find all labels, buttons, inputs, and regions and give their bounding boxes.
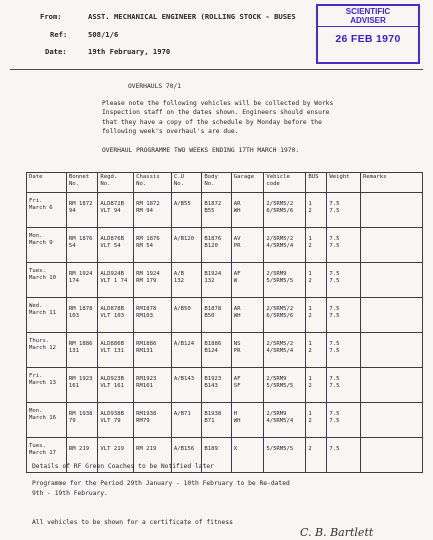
table-cell: [360, 438, 422, 473]
table-cell: [327, 333, 361, 368]
cell-text: Tues.: [29, 268, 46, 274]
cell-text: RM1938: [136, 411, 157, 417]
table-cell: [134, 263, 172, 298]
cell-text: RM 1878: [68, 306, 93, 312]
cell-text: March 6: [29, 205, 53, 212]
cell-text: 174: [68, 278, 80, 285]
cell-text: RM 1886: [68, 341, 93, 347]
header-divider: [10, 69, 423, 70]
cell-text: 2/5RM5/2: [266, 236, 294, 242]
table-cell: [66, 263, 98, 298]
cell-text: 132: [173, 278, 185, 285]
cell-text: 7.5: [329, 271, 340, 277]
cell-text: RM 1876: [68, 236, 93, 242]
cell-text: B124: [204, 348, 218, 355]
table-cell: [231, 333, 264, 368]
table-cell: [360, 228, 422, 263]
column-header-text: No.: [173, 181, 185, 188]
table-row: [27, 403, 423, 438]
cell-text: 7.5: [329, 201, 340, 207]
cell-text: RM1923: [136, 376, 157, 382]
cell-text: 2: [308, 313, 312, 320]
column-header: [171, 173, 201, 193]
cell-text: 7.5: [329, 341, 340, 347]
cell-text: B55: [204, 208, 215, 215]
table-cell: [98, 333, 134, 368]
cell-text: 1: [308, 341, 312, 347]
table-cell: [27, 368, 67, 403]
table-cell: [306, 228, 327, 263]
column-header-text: Remarks: [362, 174, 387, 180]
table-cell: [171, 298, 201, 333]
table-cell: [98, 263, 134, 298]
column-header-text: No.: [68, 181, 80, 188]
cell-text: 2: [308, 446, 312, 452]
cell-text: 5/5RM5/5: [266, 278, 294, 285]
cell-text: 1: [308, 201, 312, 207]
table-cell: [202, 403, 231, 438]
ref-label: Ref:: [50, 30, 68, 39]
intro-line: Inspection staff on the dates shown. Engineers should ensure: [102, 109, 330, 117]
received-stamp: [316, 4, 420, 64]
table-cell: [98, 228, 134, 263]
cell-text: RM103: [136, 313, 153, 320]
ref-value: 508/1/6: [88, 30, 119, 39]
programme-note-line-1: Programme for the Period 29th January - 10th February to be Re-dated: [32, 480, 290, 487]
cell-text: Tues.: [29, 443, 46, 449]
intro-line: that they have a copy of the schedule by Monday before the: [102, 118, 322, 126]
column-header: [231, 173, 264, 193]
cell-text: VLT 103: [100, 313, 124, 320]
cell-text: B1923: [204, 376, 222, 382]
cell-text: A/B50: [173, 306, 191, 312]
cell-text: RM1886: [136, 341, 157, 347]
cell-text: 4/5RM5/4: [266, 348, 294, 355]
cell-text: 7.5: [329, 208, 340, 215]
table-cell: [27, 193, 67, 228]
table-cell: [27, 263, 67, 298]
table-cell: [66, 193, 98, 228]
cell-text: B1878: [204, 306, 222, 312]
intro-line: Please note the following vehicles will be collected by Works: [102, 100, 334, 107]
table-cell: [134, 333, 172, 368]
cell-text: 2/5RM5/2: [266, 306, 294, 312]
table-cell: [231, 298, 264, 333]
cell-text: RM 179: [136, 278, 157, 285]
table-cell: [327, 228, 361, 263]
cell-text: RM161: [136, 383, 153, 390]
cell-text: B1924: [204, 271, 222, 277]
column-header-text: No.: [100, 181, 111, 188]
cell-text: 2: [308, 208, 312, 215]
cell-text: X: [233, 446, 238, 452]
table-cell: [264, 298, 306, 333]
cell-text: RM79: [136, 418, 150, 425]
table-cell: [98, 403, 134, 438]
cell-text: H: [233, 411, 238, 417]
column-header: [134, 173, 172, 193]
cell-text: 79: [68, 418, 76, 425]
cell-text: March 16: [29, 415, 56, 422]
table-cell: [306, 298, 327, 333]
cell-text: 2: [308, 348, 312, 355]
table-cell: [171, 263, 201, 298]
cell-text: RM 1938: [68, 411, 93, 417]
cell-text: 7.5: [329, 383, 340, 390]
cell-text: 1: [308, 271, 312, 277]
table-cell: [327, 298, 361, 333]
table-cell: [231, 438, 264, 473]
table-cell: [171, 333, 201, 368]
cell-text: RM 219: [136, 446, 157, 452]
cell-text: 6/5RM5/6: [266, 208, 294, 215]
cell-text: W: [233, 278, 238, 285]
column-header: [202, 173, 231, 193]
table-cell: [327, 193, 361, 228]
cell-text: Thurs.: [29, 338, 50, 344]
table-cell: [27, 403, 67, 438]
table-cell: [306, 403, 327, 438]
cell-text: 4/5RM5/4: [266, 243, 294, 250]
table-cell: [327, 438, 361, 473]
cell-text: PR: [233, 348, 241, 355]
cell-text: A/B71: [173, 411, 191, 417]
table-cell: [134, 403, 172, 438]
cell-text: Wed.: [29, 303, 43, 309]
cell-text: 6/5RM5/6: [266, 313, 294, 320]
table-cell: [231, 228, 264, 263]
cell-text: VLT 161: [100, 383, 124, 390]
table-cell: [231, 368, 264, 403]
cell-text: B1886: [204, 341, 222, 347]
cell-text: RM 219: [68, 446, 90, 452]
cell-text: 2/5RM9: [266, 271, 287, 277]
table-cell: [360, 403, 422, 438]
column-header-text: Date: [29, 174, 43, 180]
table-cell: [360, 368, 422, 403]
cell-text: RM131: [136, 348, 153, 355]
stamp-line-2: ADVISER: [318, 16, 418, 27]
table-cell: [264, 228, 306, 263]
cell-text: 7.5: [329, 306, 340, 312]
intro-paragraph: [102, 99, 422, 137]
table-cell: [202, 368, 231, 403]
table-cell: [306, 193, 327, 228]
table-cell: [360, 298, 422, 333]
table-cell: [264, 368, 306, 403]
cell-text: March 10: [29, 275, 56, 282]
table-row: [27, 368, 423, 403]
table-row: [27, 333, 423, 368]
table-row: [27, 228, 423, 263]
column-header-text: No.: [136, 181, 147, 188]
date-label: Date:: [45, 47, 67, 56]
table-cell: [264, 438, 306, 473]
cell-text: 4/5RM5/4: [266, 418, 294, 425]
column-header-text: Chassis: [136, 174, 160, 180]
table-cell: [306, 263, 327, 298]
programme-title: OVERHAUL PROGRAMME TWO WEEKS ENDING 17TH MARCH 1970.: [102, 147, 300, 154]
cell-text: 7.5: [329, 243, 340, 250]
cell-text: 2: [308, 418, 312, 425]
column-header-text: No.: [204, 181, 215, 188]
table-header-row: [27, 173, 423, 193]
table-cell: [264, 333, 306, 368]
cell-text: 2: [308, 243, 312, 250]
table-cell: [264, 263, 306, 298]
intro-line: following week's overhaul's are due.: [102, 128, 239, 136]
cell-text: Mon.: [29, 233, 43, 239]
cell-text: A/B55: [173, 201, 191, 207]
cell-text: AR: [233, 201, 241, 207]
cell-text: RM 1872: [68, 201, 93, 207]
cell-text: 7.5: [329, 348, 340, 355]
table-cell: [327, 263, 361, 298]
table-cell: [27, 298, 67, 333]
column-header: [98, 173, 134, 193]
cell-text: PR: [233, 243, 241, 250]
cell-text: 7.5: [329, 313, 340, 320]
table-cell: [171, 403, 201, 438]
cell-text: RM 1923: [68, 376, 93, 382]
table-cell: [27, 333, 67, 368]
cell-text: ALD923B: [100, 376, 124, 382]
cell-text: 1: [308, 236, 312, 242]
table-cell: [66, 368, 98, 403]
table-cell: [134, 228, 172, 263]
cell-text: 54: [68, 243, 76, 250]
table-row: [27, 193, 423, 228]
cell-text: 1: [308, 411, 312, 417]
cell-text: 2: [308, 278, 312, 285]
cell-text: RM 1876: [136, 236, 160, 242]
table-cell: [66, 228, 98, 263]
stamp-line-1: SCIENTIFIC: [345, 7, 391, 16]
table-cell: [202, 263, 231, 298]
cell-text: AF: [233, 271, 241, 277]
cell-text: A/B143: [173, 376, 195, 382]
table-cell: [202, 193, 231, 228]
column-header: [66, 173, 98, 193]
table-cell: [327, 368, 361, 403]
cell-text: B1872: [204, 201, 222, 207]
cell-text: NS: [233, 341, 241, 347]
cell-text: VLT 219: [100, 446, 124, 452]
cell-text: March 11: [29, 310, 56, 317]
table-cell: [98, 193, 134, 228]
cell-text: B1876: [204, 236, 222, 242]
cell-text: 2/5RM5/2: [266, 201, 294, 207]
table-cell: [327, 403, 361, 438]
column-header: [360, 173, 422, 193]
table-cell: [231, 263, 264, 298]
cell-text: Fri.: [29, 373, 43, 379]
cell-text: VLT 79: [100, 418, 121, 425]
cell-text: WH: [233, 418, 241, 425]
cell-text: 2/5RM9: [266, 411, 287, 417]
cell-text: A/B156: [173, 446, 195, 452]
table-row: [27, 263, 423, 298]
cell-text: ALD878B: [100, 306, 124, 312]
cell-text: 161: [68, 383, 80, 390]
table-cell: [171, 193, 201, 228]
table-cell: [231, 193, 264, 228]
table-cell: [66, 333, 98, 368]
table-cell: [360, 263, 422, 298]
cell-text: 103: [68, 313, 80, 320]
overhaul-schedule-table: [26, 172, 423, 473]
table-cell: [360, 193, 422, 228]
column-header: [327, 173, 361, 193]
cell-text: 131: [68, 348, 80, 355]
table-cell: [134, 368, 172, 403]
table-cell: [66, 403, 98, 438]
cell-text: SF: [233, 383, 241, 390]
cell-text: B1938: [204, 411, 222, 417]
table-cell: [231, 403, 264, 438]
table-cell: [264, 193, 306, 228]
cell-text: AV: [233, 236, 241, 242]
cell-text: RM 54: [136, 243, 153, 250]
cell-text: ALD886B: [100, 341, 124, 347]
cell-text: ALD924B: [100, 271, 124, 277]
cell-text: B50: [204, 313, 215, 320]
column-header-text: Regd.: [100, 174, 118, 180]
cell-text: VLT 94: [100, 208, 121, 215]
programme-note-line-2: 9th - 19th February.: [32, 490, 108, 497]
table-row: [27, 298, 423, 333]
cell-text: ALD872B: [100, 201, 124, 207]
column-header: [27, 173, 67, 193]
cell-text: 1: [308, 376, 312, 382]
table-cell: [27, 228, 67, 263]
cell-text: 7.5: [329, 278, 340, 285]
table-cell: [66, 298, 98, 333]
cell-text: 132: [204, 278, 215, 285]
cell-text: ALD876B: [100, 236, 124, 242]
cell-text: AR: [233, 306, 241, 312]
cell-text: 7.5: [329, 376, 340, 382]
cell-text: VLT 1 74: [100, 278, 128, 285]
cell-text: 7.5: [329, 418, 340, 425]
certificate-note: All vehicles to be shown for a certificate of fitness: [32, 519, 233, 526]
stamp-date: 26 FEB 1970: [335, 33, 401, 45]
table-cell: [98, 298, 134, 333]
table-cell: [171, 228, 201, 263]
cell-text: A/B124: [173, 341, 195, 347]
cell-text: B189: [204, 446, 218, 452]
details-note: Details of RF Green Coaches to be Notified later: [32, 463, 214, 470]
table-cell: [134, 193, 172, 228]
cell-text: 7.5: [329, 446, 340, 452]
cell-text: March 13: [29, 380, 56, 387]
column-header-text: Body: [204, 174, 218, 180]
cell-text: 7.5: [329, 236, 340, 242]
table-cell: [202, 298, 231, 333]
cell-text: 94: [68, 208, 76, 215]
cell-text: VLT 131: [100, 348, 124, 355]
column-header-text: Vehicle: [266, 174, 290, 180]
cell-text: VLT 54: [100, 243, 121, 250]
column-header: [264, 173, 306, 193]
cell-text: March 9: [29, 240, 53, 247]
column-header-text: Bonnet: [68, 174, 90, 180]
cell-text: B143: [204, 383, 218, 390]
from-value: ASST. MECHANICAL ENGINEER (ROLLING STOCK - BUSES: [88, 12, 296, 21]
cell-text: AF: [233, 376, 241, 382]
cell-text: 5/5RM5/5: [266, 446, 294, 452]
table-cell: [98, 368, 134, 403]
cell-text: 7.5: [329, 411, 340, 417]
subject: OVERHAULS 70/1: [128, 83, 182, 90]
table-cell: [264, 403, 306, 438]
cell-text: March 12: [29, 345, 56, 352]
column-header-text: C.U: [173, 174, 185, 180]
cell-text: Fri.: [29, 198, 43, 204]
table-cell: [360, 333, 422, 368]
table-cell: [306, 333, 327, 368]
cell-text: RM 94: [136, 208, 153, 215]
cell-text: WH: [233, 313, 241, 320]
cell-text: WH: [233, 208, 241, 215]
cell-text: 1: [308, 306, 312, 312]
cell-text: B120: [204, 243, 218, 250]
table-cell: [202, 228, 231, 263]
cell-text: March 17: [29, 450, 56, 457]
column-header-text: Weight: [329, 174, 350, 180]
column-header: [306, 173, 327, 193]
cell-text: 2/5RM5/2: [266, 341, 294, 347]
cell-text: RM1878: [136, 306, 157, 312]
cell-text: A/B120: [173, 236, 195, 242]
cell-text: 5/5RM5/5: [266, 383, 294, 390]
cell-text: ALD938B: [100, 411, 124, 417]
cell-text: 2/5RM9: [266, 376, 287, 382]
column-header-text: Garage: [233, 174, 254, 180]
cell-text: B71: [204, 418, 215, 425]
cell-text: RM 1924: [68, 271, 93, 277]
cell-text: A/B: [173, 271, 185, 277]
table-cell: [306, 438, 327, 473]
table-cell: [202, 333, 231, 368]
cell-text: RM 1872: [136, 201, 160, 207]
column-header-text: BUS: [308, 174, 319, 180]
signature: C. B. Bartlett: [300, 526, 374, 539]
cell-text: 2: [308, 383, 312, 390]
table-cell: [134, 298, 172, 333]
cell-text: Mon.: [29, 408, 43, 414]
cell-text: RM 1924: [136, 271, 160, 277]
column-header-text: code: [266, 181, 280, 188]
table-cell: [306, 368, 327, 403]
table-cell: [171, 368, 201, 403]
from-label: From:: [40, 12, 62, 21]
date-value: 19th February, 1970: [88, 47, 171, 56]
